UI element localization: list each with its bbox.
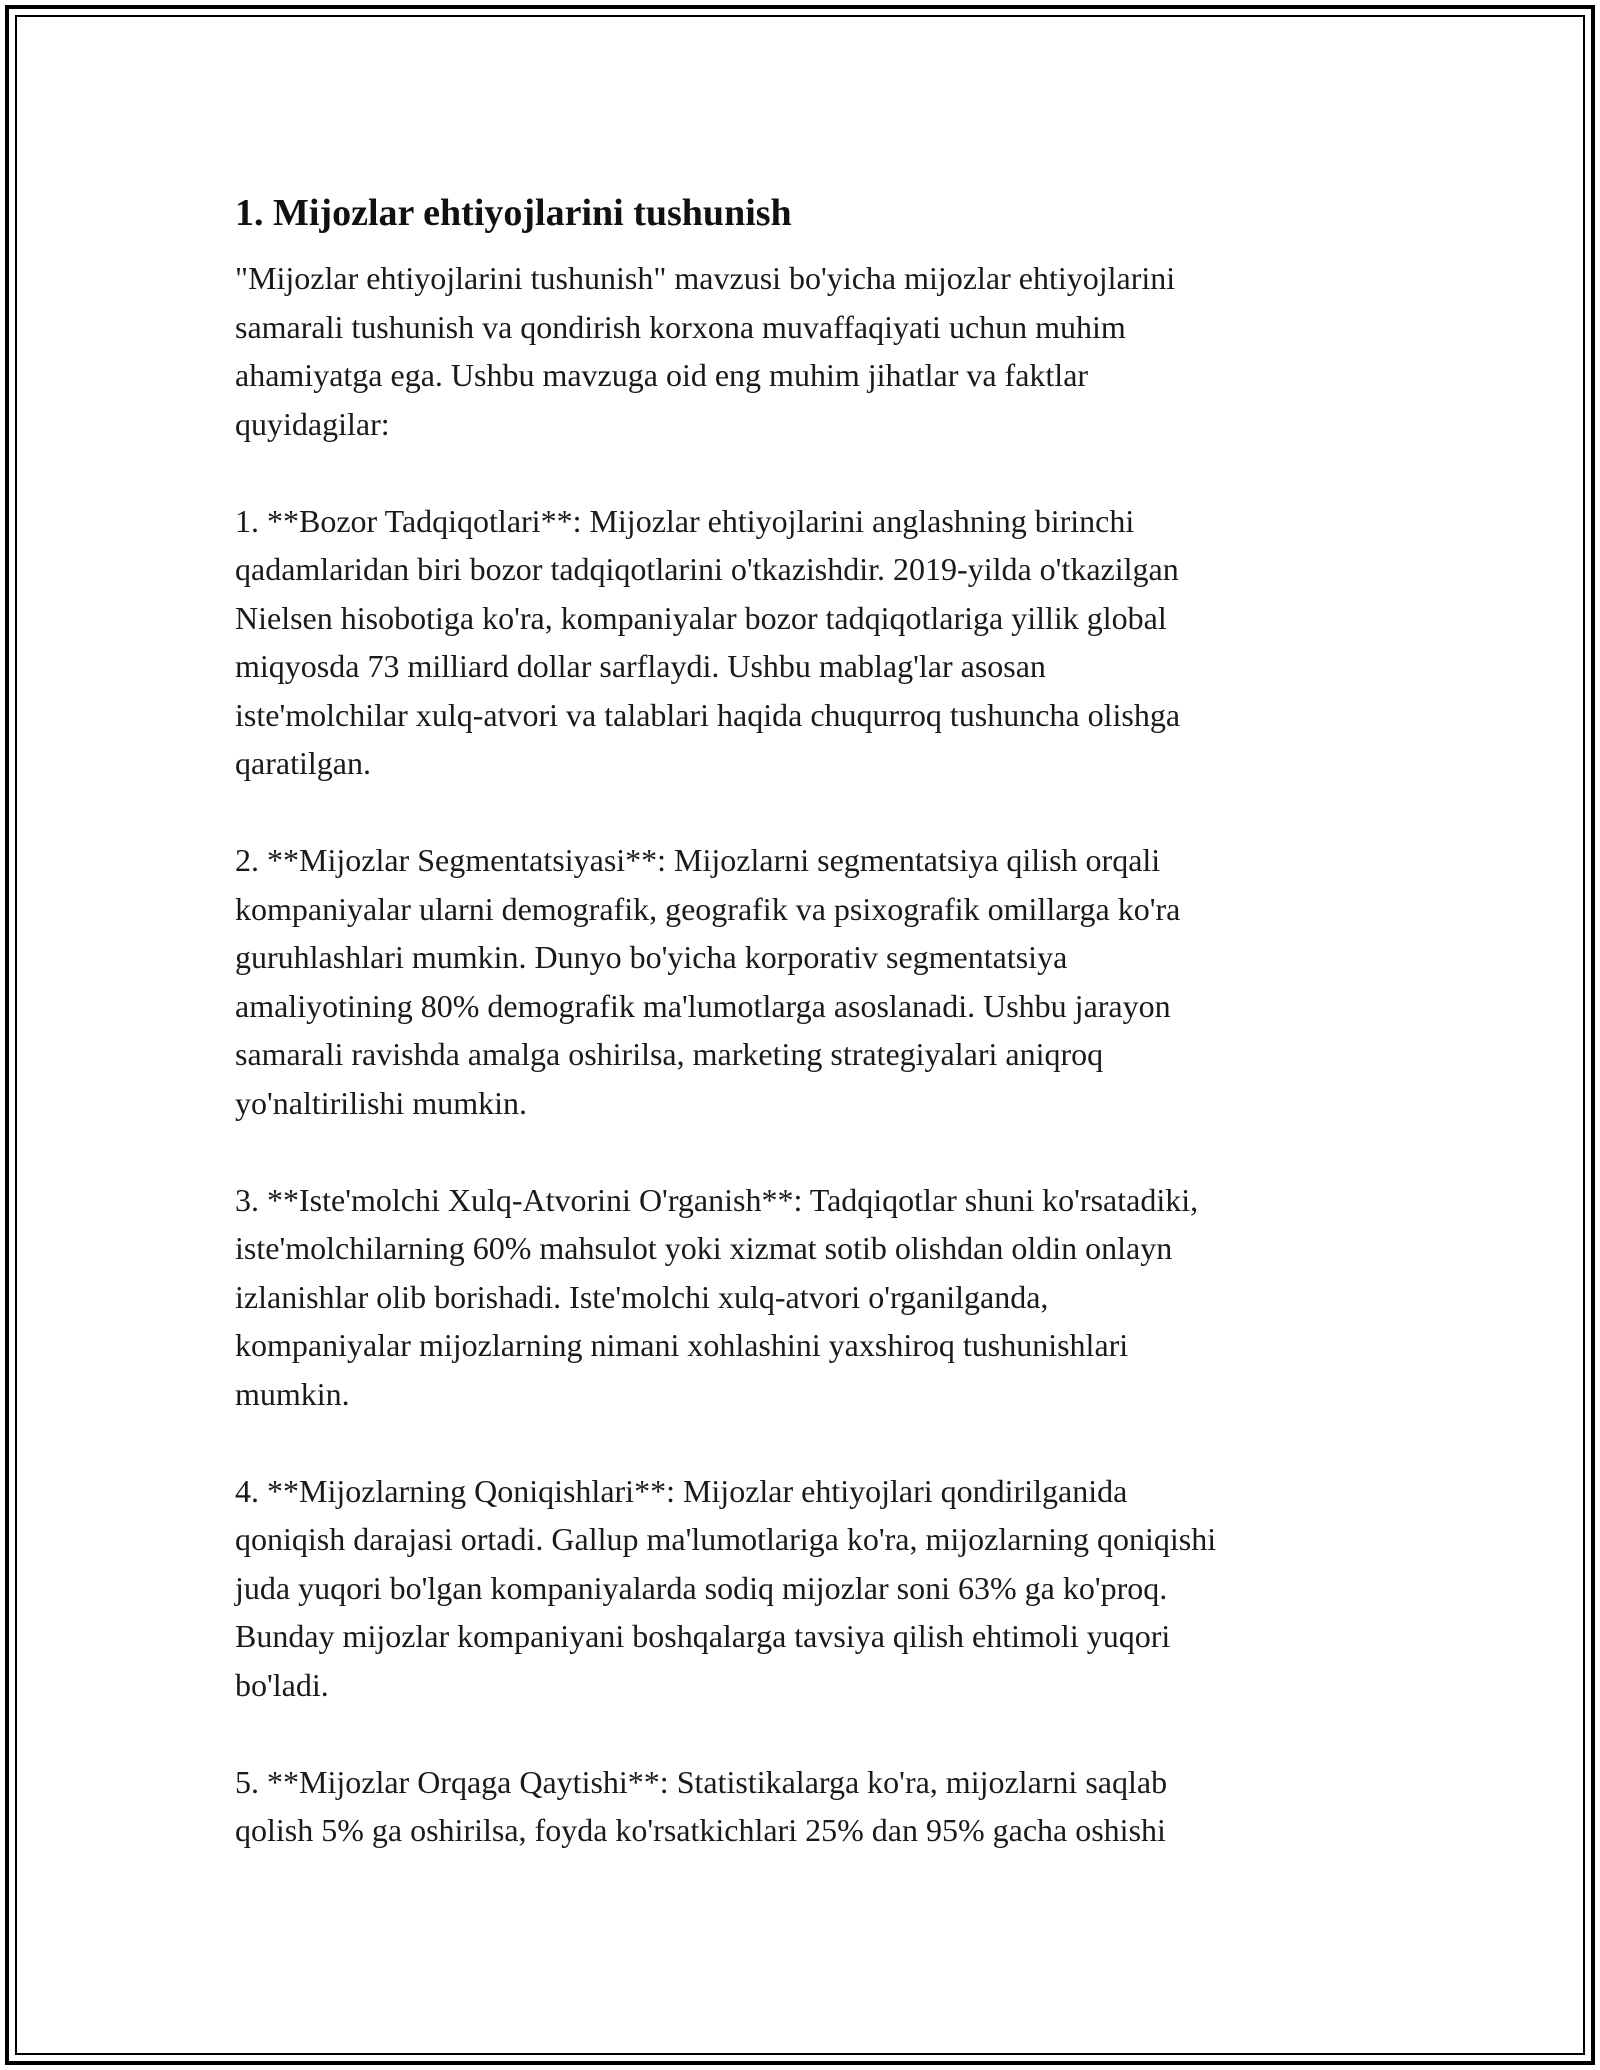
document-body — [235, 186, 1375, 1903]
intro-paragraph: "Mijozlar ehtiyojlarini tushunish" mavzusi bo'yicha mijozlar ehtiyojlarini samarali tushunish va qondirish korxona muvaffaqiyati uchun muhim ahamiyatga ega. Ushbu mavzuga oid eng muhim jihatlar va faktlar quyidagilar: — [235, 260, 1176, 442]
list-item-market-research: 1. **Bozor Tadqiqotlari**: Mijozlar ehtiyojlarini anglashning birinchi qadamlaridan biri bozor tadqiqotlarini o'tkazishdir. 2019-yilda o'tkazilgan Nielsen hisobotiga ko'ra, kompaniyalar bozor tadqiqotlariga yillik global miqyosda 73 milliard dollar sarflaydi. Ushbu mablag'lar asosan iste'molchilar xulq-atvori va talablari haqida chuqurroq tushuncha olishga qaratilgan. — [235, 502, 1181, 781]
document-title: 1. Mijozlar ehtiyojlarini tushunish — [235, 192, 792, 234]
list-item-customer-segmentation: 2. **Mijozlar Segmentatsiyasi**: Mijozlarni segmentatsiya qilish orqali kompaniyalar ularni demografik, geografik va psixografik omillarga ko'ra guruhlashlari mumkin. Dunyo bo'yicha korporativ segmentatsiya amaliyotining 80% demografik ma'lumotlarga asoslanadi. Ushbu jarayon samarali ravishda amalga oshirilsa, marketing strategiyalari aniqroq yo'naltirilishi mumkin. — [235, 842, 1181, 1121]
list-item-customer-retention: 5. **Mijozlar Orqaga Qaytishi**: Statistikalarga ko'ra, mijozlarni saqlab qolish 5% ga oshirilsa, foyda ko'rsatkichlari 25% dan 95% gacha oshishi — [235, 1763, 1168, 1848]
list-item-customer-satisfaction: 4. **Mijozlarning Qoniqishlari**: Mijozlar ehtiyojlari qondirilganida qoniqish darajasi ortadi. Gallup ma'lumotlariga ko'ra, mijozlarning qoniqishi juda yuqori bo'lgan kompaniyalarda sodiq mijozlar soni 63% ga ko'proq. Bunday mijozlar kompaniyani boshqalarga tavsiya qilish ehtimoli yuqori bo'ladi. — [235, 1472, 1217, 1703]
list-item-consumer-behavior: 3. **Iste'molchi Xulq-Atvorini O'rganish**: Tadqiqotlar shuni ko'rsatadiki, iste'molchilarning 60% mahsulot yoki xizmat sotib olishdan oldin onlayn izlanishlar olib borishadi. Iste'molchi xulq-atvori o'rganilganda, kompaniyalar mijozlarning nimani xohlashini yaxshiroq tushunishlari mumkin. — [235, 1181, 1199, 1412]
